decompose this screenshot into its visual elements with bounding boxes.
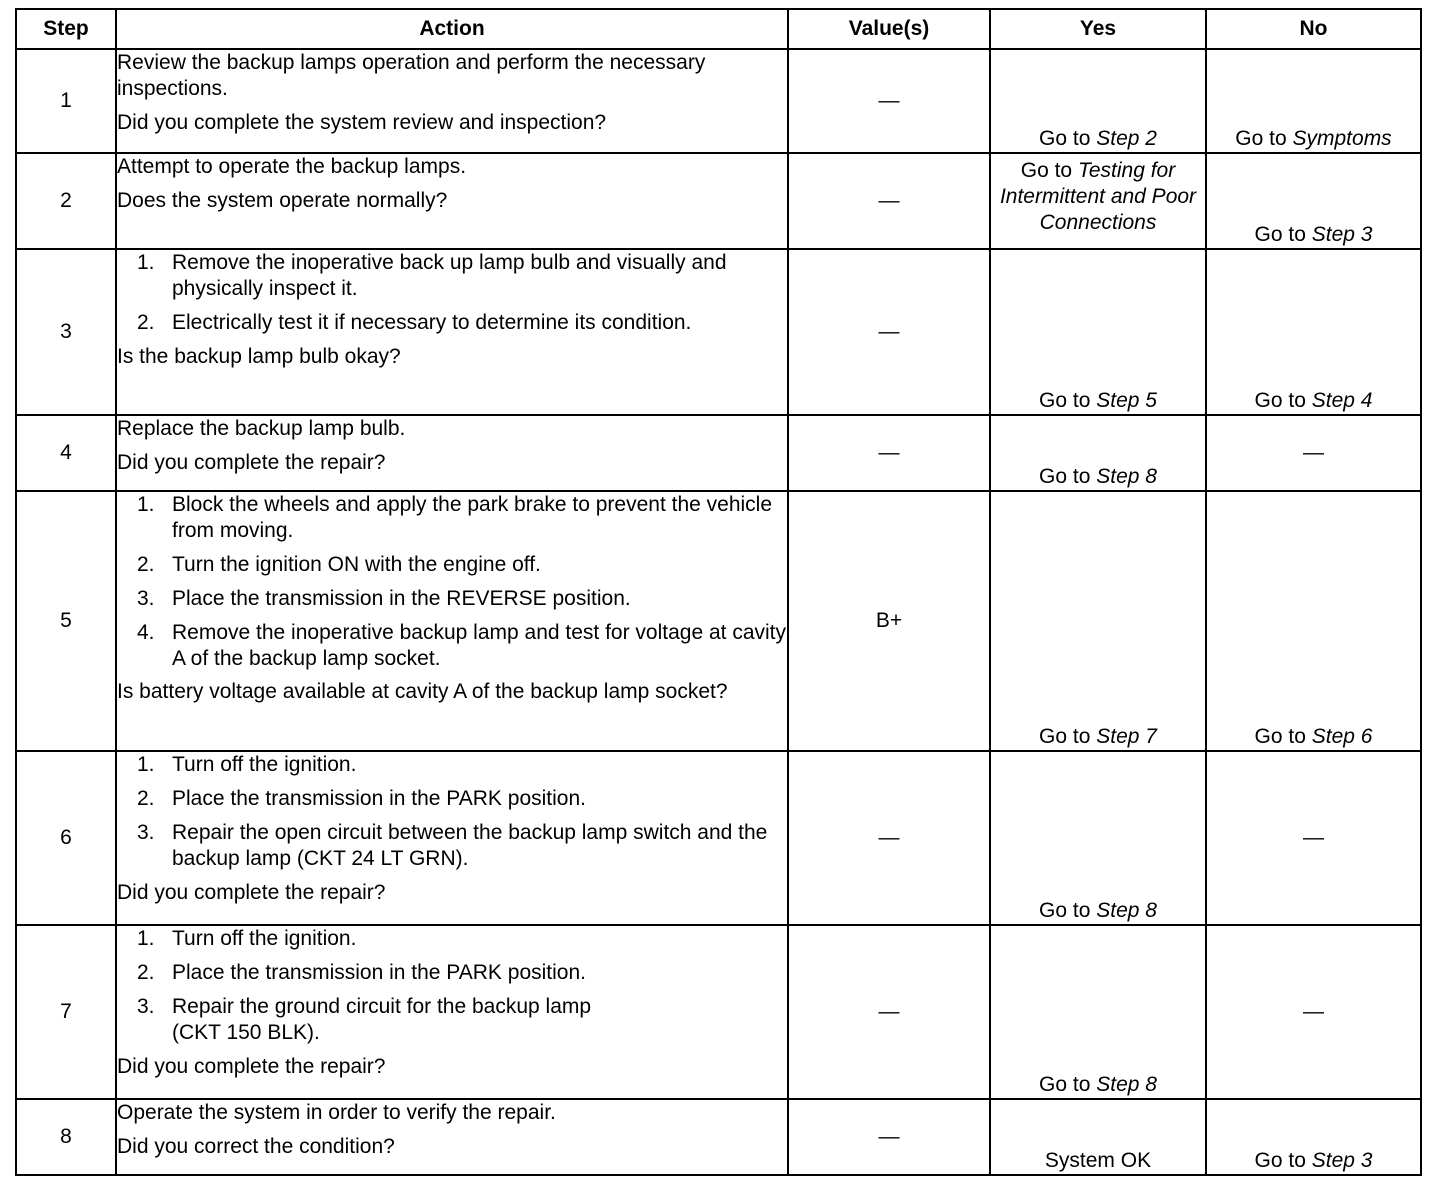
step-number: 6 <box>16 751 116 925</box>
action-question: Did you complete the repair? <box>117 881 386 904</box>
value-cell: — <box>788 1099 990 1175</box>
value-cell: — <box>788 751 990 925</box>
action-question: Is the backup lamp bulb okay? <box>117 345 401 368</box>
substep-item <box>117 994 787 1046</box>
value-cell: — <box>788 49 990 153</box>
yes-cell <box>990 249 1206 415</box>
yes-cell <box>990 153 1206 249</box>
yes-link[interactable]: Step 8 <box>1096 899 1157 922</box>
substep-number: 2. <box>137 787 155 810</box>
yes-link[interactable]: Step 8 <box>1096 465 1157 488</box>
yes-prefix: Go to <box>1020 159 1078 182</box>
step-number: 7 <box>16 925 116 1099</box>
step-number: 4 <box>16 415 116 491</box>
no-cell <box>1206 153 1421 249</box>
substep-list <box>117 926 787 1046</box>
table-row <box>16 153 1421 249</box>
step-number: 2 <box>16 153 116 249</box>
action-cell <box>116 925 788 1099</box>
no-link[interactable]: Step 4 <box>1311 389 1373 412</box>
substep-item <box>117 926 787 952</box>
substep-item <box>117 752 787 778</box>
table-row <box>16 751 1421 925</box>
yes-prefix: Go to <box>1039 127 1097 150</box>
yes-link[interactable]: Step 5 <box>1096 389 1157 412</box>
no-prefix: Go to <box>1235 127 1293 150</box>
substep-list <box>117 492 787 672</box>
diagnostic-table <box>15 8 1422 1176</box>
action-instruction: Operate the system in order to verify the repair. <box>117 1101 556 1124</box>
action-instruction: Replace the backup lamp bulb. <box>117 417 406 440</box>
step-number: 1 <box>16 49 116 153</box>
action-question: Did you complete the repair? <box>117 1055 386 1078</box>
substep-text: Turn off the ignition. <box>172 753 357 776</box>
no-cell <box>1206 249 1421 415</box>
substep-number: 1. <box>137 493 155 516</box>
action-cell <box>116 249 788 415</box>
yes-prefix: Go to <box>1039 899 1097 922</box>
no-cell: — <box>1206 925 1421 1099</box>
action-instruction: Attempt to operate the backup lamps. <box>117 155 467 178</box>
substep-item <box>117 960 787 986</box>
yes-link[interactable]: Step 7 <box>1096 725 1157 748</box>
substep-list <box>117 752 787 872</box>
substep-text: Place the transmission in the PARK position. <box>172 961 586 984</box>
substep-number: 2. <box>137 961 155 984</box>
substep-item <box>117 310 787 336</box>
value-cell: B+ <box>788 491 990 751</box>
yes-link[interactable]: Testing for Intermittent and Poor Connections <box>999 159 1197 234</box>
no-cell: — <box>1206 415 1421 491</box>
no-prefix: Go to <box>1254 1149 1312 1172</box>
substep-item <box>117 250 787 302</box>
substep-item <box>117 586 787 612</box>
action-cell <box>116 153 788 249</box>
action-question: Did you complete the system review and inspection? <box>117 111 607 134</box>
substep-text: Place the transmission in the REVERSE position. <box>172 587 631 610</box>
step-number: 3 <box>16 249 116 415</box>
no-prefix: Go to <box>1254 725 1312 748</box>
yes-cell <box>990 49 1206 153</box>
substep-number: 3. <box>137 587 155 610</box>
no-cell <box>1206 491 1421 751</box>
step-number: 8 <box>16 1099 116 1175</box>
yes-cell <box>990 491 1206 751</box>
yes-link[interactable]: Step 2 <box>1096 127 1157 150</box>
header-row <box>16 9 1421 49</box>
no-link[interactable]: Step 3 <box>1311 223 1373 246</box>
substep-text: Place the transmission in the PARK position. <box>172 787 586 810</box>
yes-prefix: Go to <box>1039 725 1097 748</box>
value-cell: — <box>788 415 990 491</box>
substep-list <box>117 250 787 336</box>
yes-cell <box>990 925 1206 1099</box>
no-prefix: Go to <box>1254 223 1312 246</box>
action-cell <box>116 1099 788 1175</box>
substep-text: Turn the ignition ON with the engine off. <box>172 553 541 576</box>
substep-number: 3. <box>137 995 155 1018</box>
substep-item <box>117 492 787 544</box>
header-step: Step <box>16 9 116 49</box>
no-link[interactable]: Step 6 <box>1311 725 1373 748</box>
action-question: Is battery voltage available at cavity A of the backup lamp socket? <box>117 680 728 703</box>
table-row <box>16 1099 1421 1175</box>
no-prefix: Go to <box>1254 389 1312 412</box>
substep-text: Remove the inoperative back up lamp bulb and visually and physically inspect it. <box>172 251 727 300</box>
substep-item <box>117 620 787 672</box>
substep-text: Repair the ground circuit for the backup lamp (CKT 150 BLK). <box>172 995 592 1044</box>
no-cell <box>1206 49 1421 153</box>
yes-cell <box>990 415 1206 491</box>
action-instruction: Review the backup lamps operation and perform the necessary inspections. <box>117 51 706 100</box>
action-cell <box>116 491 788 751</box>
action-cell <box>116 751 788 925</box>
yes-link[interactable]: Step 8 <box>1096 1073 1157 1096</box>
table-row <box>16 491 1421 751</box>
substep-number: 2. <box>137 311 155 334</box>
substep-number: 2. <box>137 553 155 576</box>
action-cell <box>116 49 788 153</box>
substep-item <box>117 552 787 578</box>
action-cell <box>116 415 788 491</box>
substep-number: 1. <box>137 753 155 776</box>
substep-number: 1. <box>137 927 155 950</box>
substep-text: Repair the open circuit between the backup lamp switch and the backup lamp (CKT 24 LT GRN). <box>172 821 768 870</box>
yes-prefix: Go to <box>1039 389 1097 412</box>
substep-number: 1. <box>137 251 155 274</box>
value-cell: — <box>788 153 990 249</box>
action-question: Did you complete the repair? <box>117 451 386 474</box>
header-yes: Yes <box>990 9 1206 49</box>
header-no: No <box>1206 9 1421 49</box>
no-cell <box>1206 1099 1421 1175</box>
action-question: Does the system operate normally? <box>117 189 448 212</box>
action-question: Did you correct the condition? <box>117 1135 395 1158</box>
table-row <box>16 925 1421 1099</box>
substep-item <box>117 786 787 812</box>
table-row <box>16 415 1421 491</box>
substep-text: Remove the inoperative backup lamp and test for voltage at cavity A of the backup lamp socket. <box>172 621 787 670</box>
yes-prefix: Go to <box>1039 1073 1097 1096</box>
header-values: Value(s) <box>788 9 990 49</box>
value-cell: — <box>788 249 990 415</box>
substep-text: Turn off the ignition. <box>172 927 357 950</box>
substep-number: 3. <box>137 821 155 844</box>
substep-text: Block the wheels and apply the park brake to prevent the vehicle from moving. <box>172 493 773 542</box>
yes-cell <box>990 751 1206 925</box>
value-cell: — <box>788 925 990 1099</box>
yes-cell: System OK <box>990 1099 1206 1175</box>
substep-item <box>117 820 787 872</box>
no-cell: — <box>1206 751 1421 925</box>
step-number: 5 <box>16 491 116 751</box>
table-row <box>16 49 1421 153</box>
table-row <box>16 249 1421 415</box>
no-link[interactable]: Symptoms <box>1292 127 1392 150</box>
substep-number: 4. <box>137 621 155 644</box>
substep-text: Electrically test it if necessary to determine its condition. <box>172 311 692 334</box>
no-link[interactable]: Step 3 <box>1311 1149 1373 1172</box>
yes-prefix: Go to <box>1039 465 1097 488</box>
header-action: Action <box>116 9 788 49</box>
